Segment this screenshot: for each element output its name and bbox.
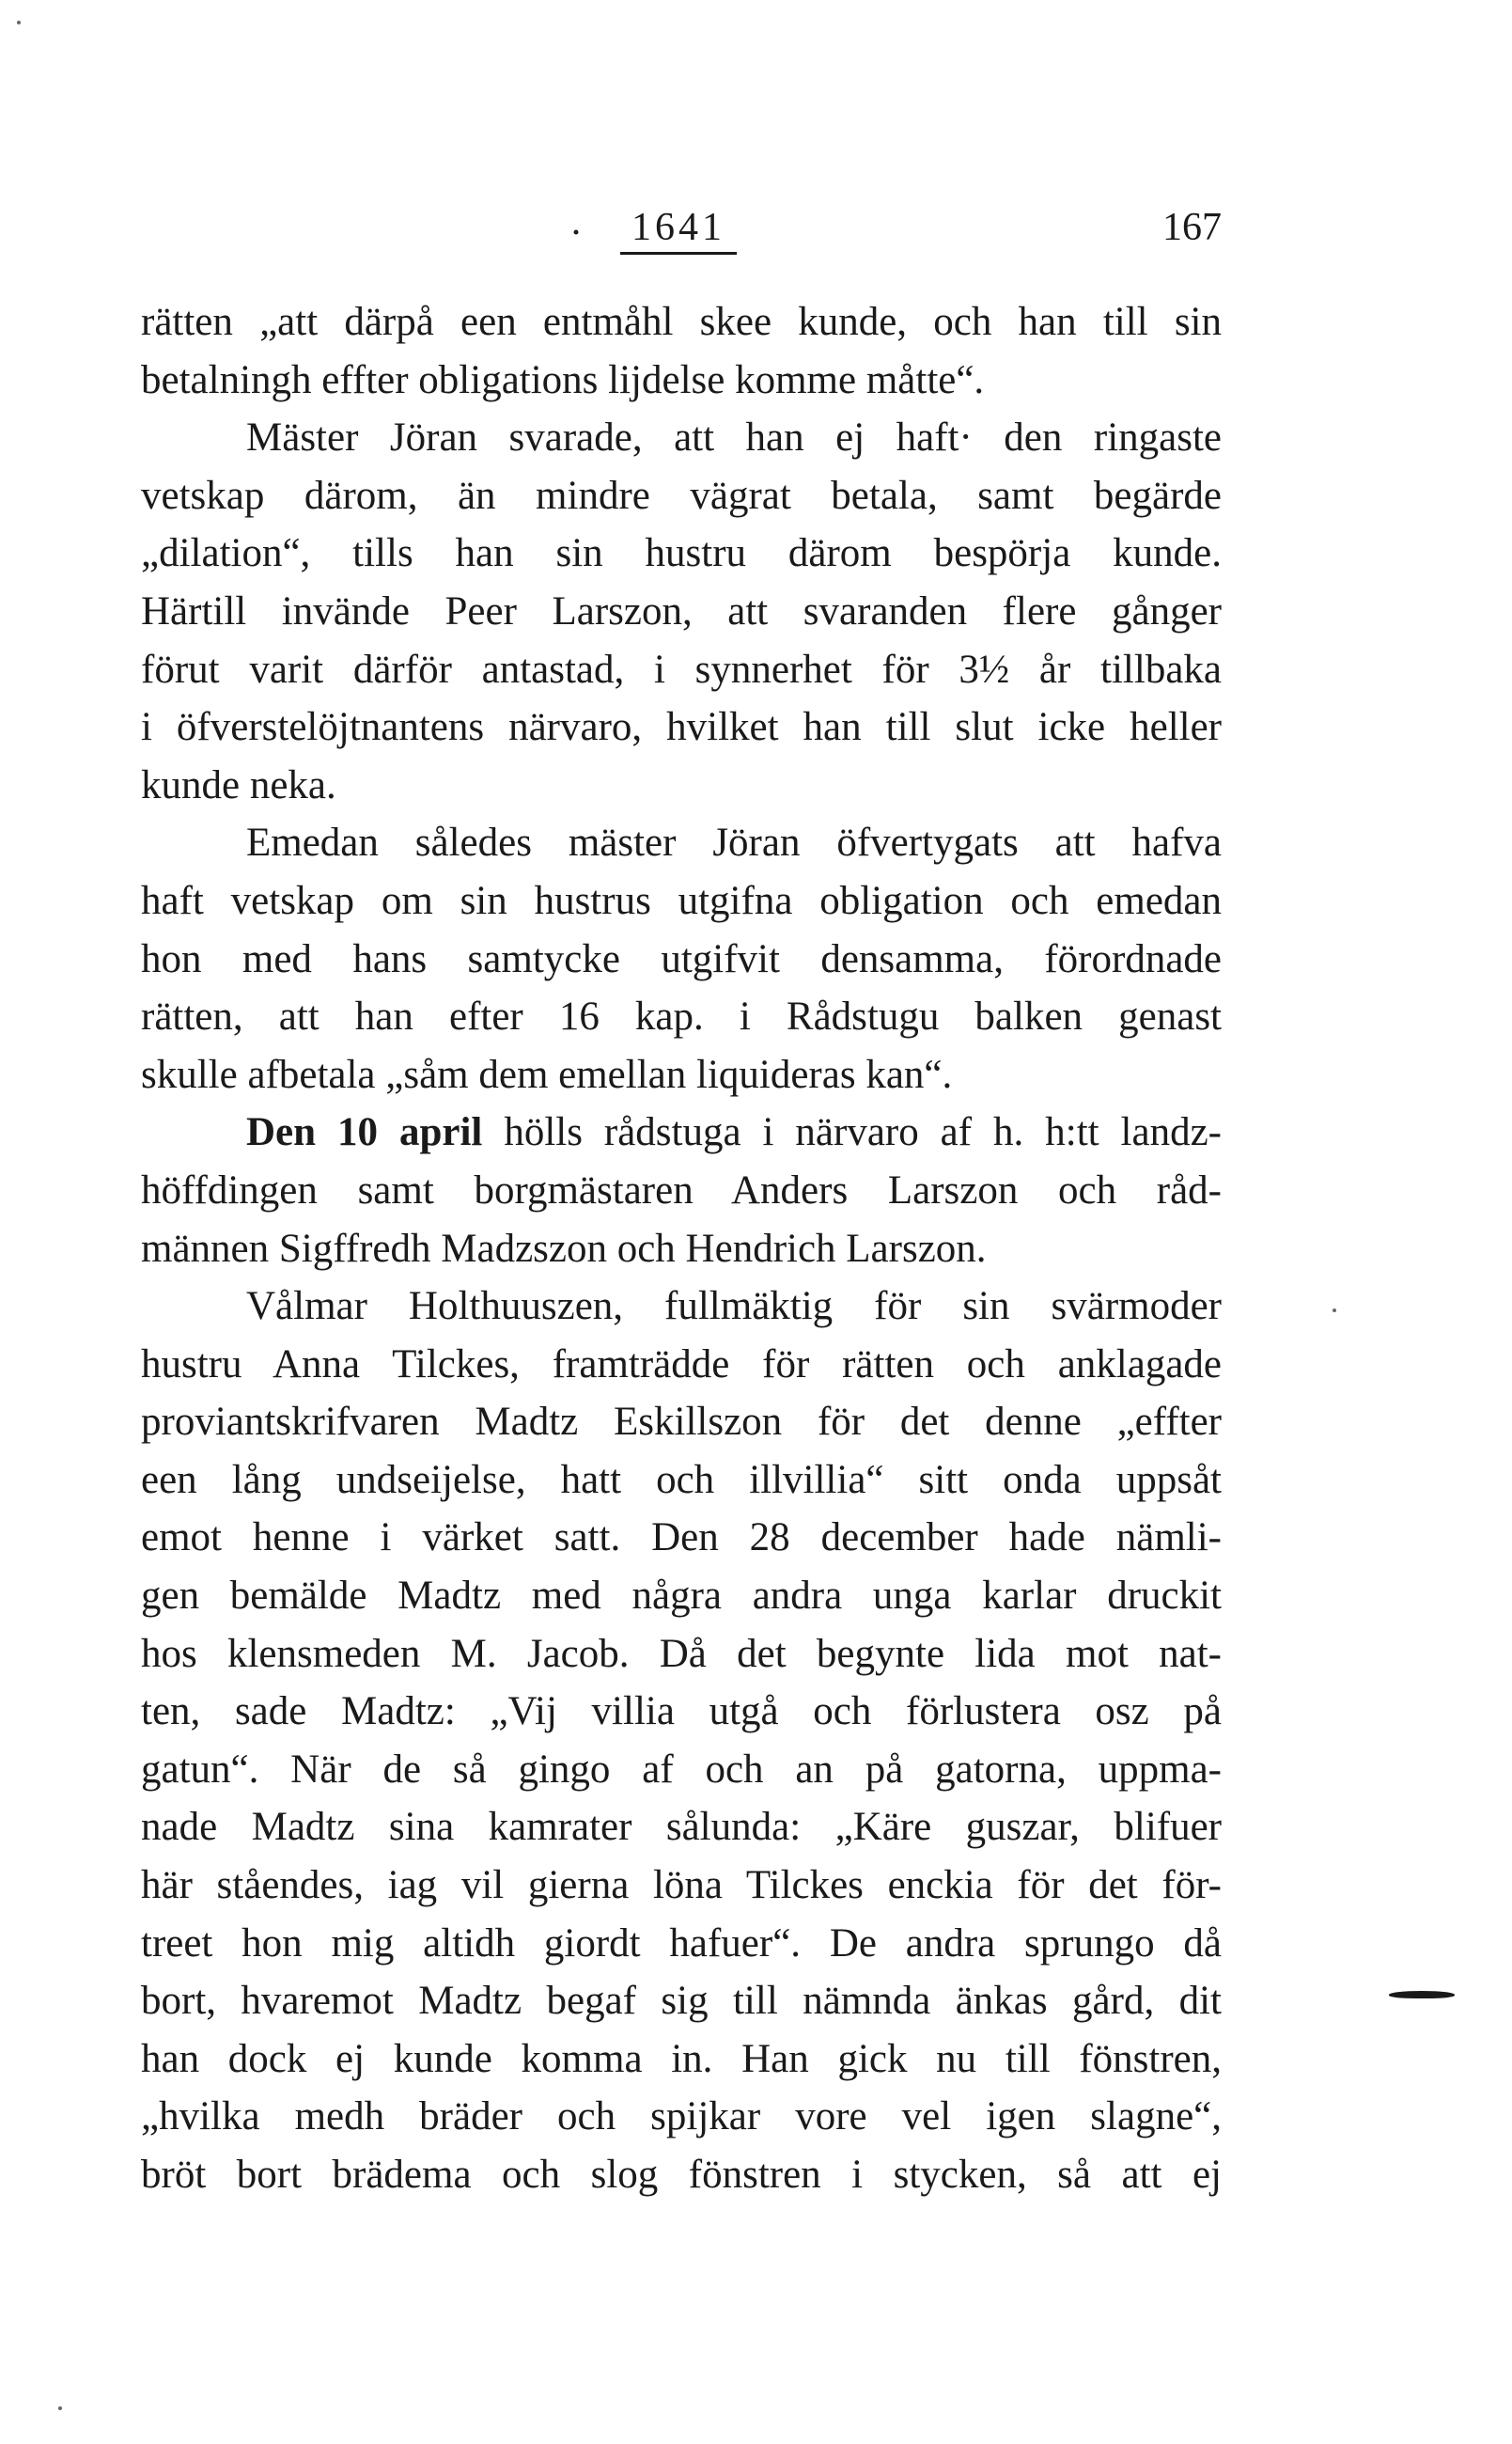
text-line: ten, sade Madtz: „Vij villia utgå och förlustera osz på <box>141 1689 1222 1734</box>
text-line: bröt bort brädema och slog fönstren i stycken, så att ej <box>141 2153 1222 2197</box>
header-dot: · <box>569 212 583 255</box>
text-line: bort, hvaremot Madtz begaf sig till nämnda änkas gård, dit <box>141 1979 1222 2024</box>
paper-speck <box>58 2406 62 2410</box>
date-heading: Den 10 april <box>246 1110 483 1155</box>
text-line: hon med hans samtycke utgifvit densamma, förordnade <box>141 936 1222 981</box>
text-line: rätten, att han efter 16 kap. i Rådstugu balken genast <box>141 995 1222 1040</box>
text-line: rätten „att därpå een entmåhl skee kunde, och han till sin <box>141 300 1222 344</box>
text-line: nade Madtz sina kamrater sålunda: „Käre guszar, blifuer <box>141 1805 1222 1850</box>
text-line: höffdingen samt borgmästaren Anders Larszon och råd- <box>141 1167 1222 1213</box>
text-line: vetskap därom, än mindre vägrat betala, samt begärde <box>141 473 1222 518</box>
text-line: i öfverstelöjtnantens närvaro, hvilket han till slut icke heller <box>141 705 1222 750</box>
text-line: gatun“. När de så gingo af och an på gatorna, uppma- <box>141 1747 1222 1792</box>
body-text <box>141 293 1222 2204</box>
text-line: Emedan således mäster Jöran öfvertygats att hafva <box>246 821 1222 866</box>
text-line: emot henne i värket satt. Den 28 december hade nämli- <box>141 1515 1222 1560</box>
paper-speck <box>1333 1308 1336 1312</box>
text-line: gen bemälde Madtz med några andra unga karlar druckit <box>141 1574 1222 1619</box>
text-line: hos klensmeden M. Jacob. Då det begynte lida mot nat- <box>141 1631 1222 1676</box>
text-line: kunde neka. <box>141 762 336 807</box>
text-line: betalningh effter obligations lijdelse komme måtte“. <box>141 357 985 402</box>
text-line: proviantskrifvaren Madtz Eskillszon för det denne „effter <box>141 1400 1222 1445</box>
text-line: skulle afbetala „såm dem emellan liquideras kan“. <box>141 1052 953 1097</box>
page-number: 167 <box>1162 206 1222 249</box>
text-line: männen Sigffredh Madzszon och Hendrich Larszon. <box>141 1226 987 1271</box>
text-line: Vålmar Holthuuszen, fullmäktig för sin svärmoder <box>246 1284 1222 1329</box>
text-line: haft vetskap om sin hustrus utgifna obligation och emedan <box>141 878 1222 923</box>
running-head <box>141 197 1222 263</box>
text-line: een lång undseijelse, hatt och illvillia“ sitt onda uppsåt <box>141 1457 1222 1502</box>
text-line: han dock ej kunde komma in. Han gick nu till fönstren, <box>141 2036 1222 2081</box>
text-line-dated <box>141 1104 1222 1162</box>
year-heading: 1641 <box>620 205 737 255</box>
text-line: hustru Anna Tilckes, framträdde för rätten och anklagade <box>141 1341 1222 1386</box>
text-line: „dilation“, tills han sin hustru därom bespörja kunde. <box>141 531 1222 576</box>
text-line-rest: hölls rådstuga i närvaro af h. h:tt landz- <box>482 1110 1222 1155</box>
margin-ink-mark <box>1389 1991 1455 1998</box>
text-line: „hvilka medh bräder och spijkar vore vel igen slagne“, <box>141 2094 1222 2139</box>
text-line: förut varit därför antastad, i synnerhet för 3½ år tillbaka <box>141 647 1222 692</box>
paper-speck <box>17 21 21 24</box>
text-line: Mäster Jöran svarade, att han ej haft· den ringaste <box>246 415 1222 461</box>
text-line: här ståendes, iag vil gierna löna Tilckes enckia för det för- <box>141 1863 1222 1908</box>
text-line: Härtill invände Peer Larszon, att svaranden flere gånger <box>141 588 1222 634</box>
text-line: treet hon mig altidh giordt hafuer“. De andra sprungo då <box>141 1920 1222 1966</box>
